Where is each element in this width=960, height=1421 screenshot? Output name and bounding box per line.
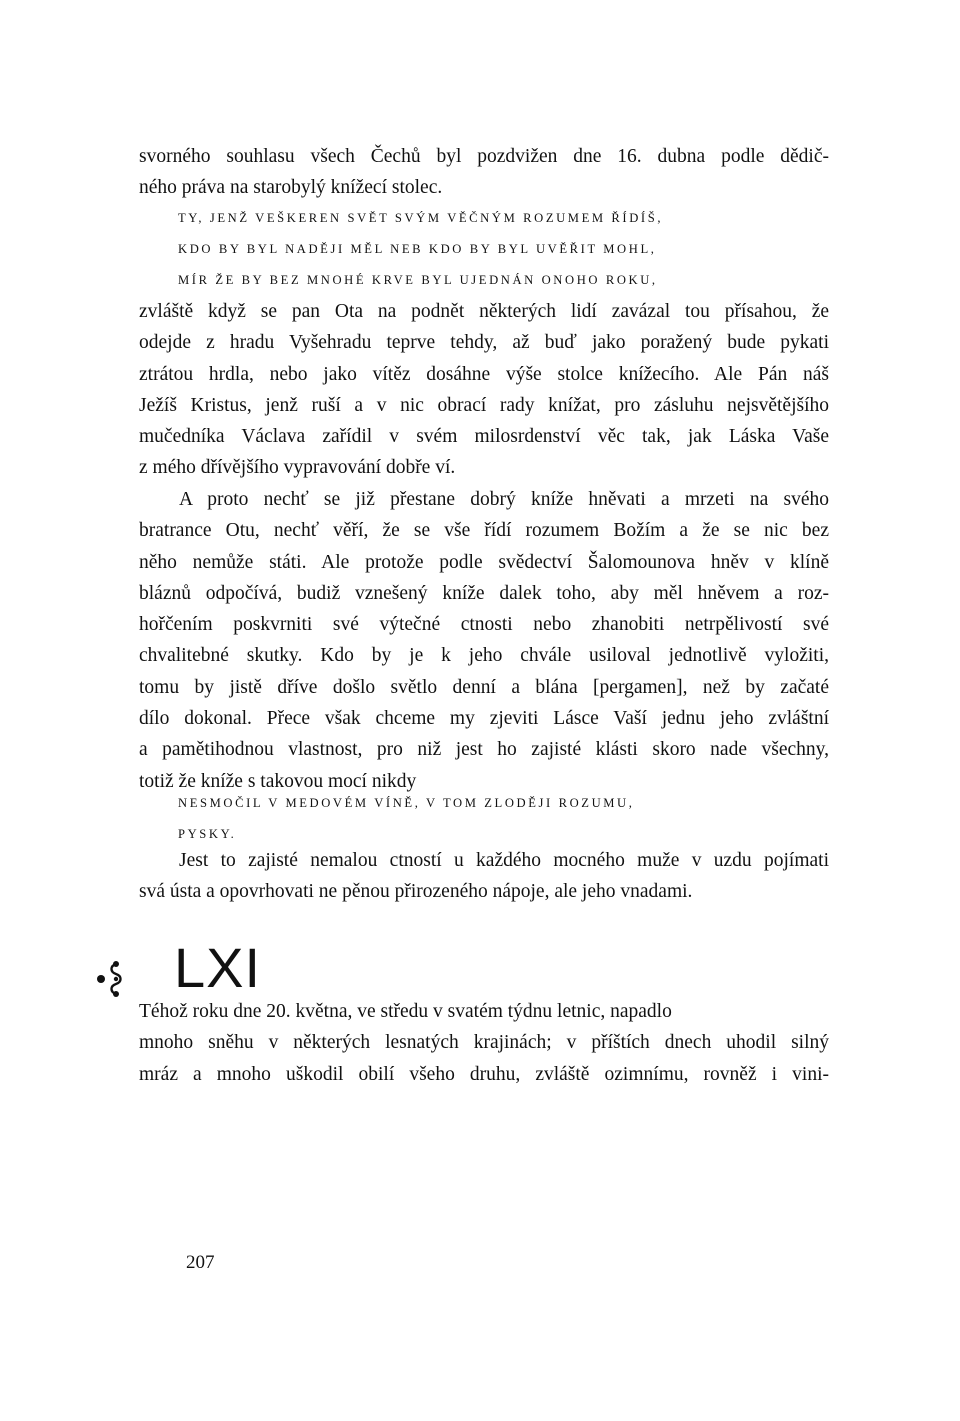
- chapter-paragraph: [139, 996, 829, 1090]
- paragraph-four: [139, 845, 829, 908]
- paragraph-three: [139, 484, 829, 797]
- verse-block-one: [178, 203, 828, 296]
- chapter-number: LXI: [174, 936, 262, 999]
- text-line: dílo dokonal. Přece však chceme my zjeviti Lásce Vaší jednu jeho zvláštní: [139, 708, 829, 730]
- text-line: ného práva na starobylý knížecí stolec.: [139, 177, 443, 199]
- verse-line: TY, JENŽ VEŠKEREN SVĚT SVÝM VĚČNÝM ROZUMEM ŘÍDÍŠ,: [178, 211, 664, 225]
- text-line: totiž že kníže s takovou mocí nikdy: [139, 770, 417, 792]
- text-line: z mého dřívějšího vypravování dobře ví.: [139, 457, 456, 479]
- text-line: mučedníka Václava zařídil v svém milosrdenství věc tak, jak Láska Vaše: [139, 426, 829, 448]
- text-line: něho nemůže státi. Ale protože podle svědectví Šalomounova hněv v klíně: [139, 551, 829, 573]
- verse-block-two: [178, 788, 828, 850]
- fleuron-ornament-icon: [96, 960, 126, 1000]
- text-line: mnoho sněhu v některých lesnatých krajinách; v příštích dnech uhodil silný: [139, 1032, 829, 1054]
- verse-line: NESMOČIL V MEDOVÉM VÍNĚ, V TOM ZLODĚJI ROZUMU,: [178, 796, 635, 810]
- text-line: Jest to zajisté nemalou ctností u každého mocného muže v uzdu pojímati: [179, 850, 829, 871]
- text-line: chvalitebné skutky. Kdo by je k jeho chvále usiloval jednotlivě vyložiti,: [139, 645, 829, 667]
- text-line: odejde z hradu Vyšehradu teprve tehdy, až buď jako poražený bude pykati: [139, 332, 829, 354]
- text-line: Téhož roku dne 20. května, ve středu v svatém týdnu letnic, napadlo: [139, 1001, 672, 1022]
- paragraph-two: [139, 296, 829, 484]
- text-line: Ježíš Kristus, jenž ruší a v nic obrací rady knížat, pro zásluhu nejsvětějšího: [139, 394, 829, 416]
- text-line: ztrátou hrdla, nebo jako vítěz dosáhne výše stolce knížecího. Ale Pán náš: [139, 363, 829, 385]
- text-line: a pamětihodnou vlastnost, pro niž jest ho zajisté klásti skoro nade všechny,: [139, 739, 829, 761]
- text-line: svá ústa a opovrhovati ne pěnou přirozeného nápoje, ale jeho vnadami.: [139, 881, 693, 903]
- verse-line: PYSKY.: [178, 827, 237, 841]
- text-line: A proto nechť se již přestane dobrý kníže hněvati a mrzeti na svého: [179, 489, 829, 510]
- verse-line: KDO BY BYL NADĚJI MĚL NEB KDO BY BYL UVĚŘIT MOHL,: [178, 242, 657, 256]
- text-line: svorného souhlasu všech Čechů byl pozdvižen dne 16. dubna podle dědič-: [139, 146, 829, 167]
- text-line: hořčením poskvrniti své výtečné ctnosti nebo zhanobiti netrpělivostí své: [139, 614, 829, 636]
- verse-line: MÍR ŽE BY BEZ MNOHÉ KRVE BYL UJEDNÁN ONOHO ROKU,: [178, 273, 658, 287]
- text-line: mráz a mnoho uškodil obilí všeho druhu, zvláště ozimnímu, rovněž i vini-: [139, 1063, 829, 1085]
- top-paragraph: [139, 141, 829, 204]
- page-number: 207: [186, 1252, 215, 1273]
- text-line: bláznů odpočívá, budiž vznešený kníže dalek toho, aby měl hněvem a roz-: [139, 582, 829, 604]
- text-line: bratrance Otu, nechť věří, že se vše řídí rozumem Božím a že se nic bez: [139, 520, 829, 542]
- text-line: tomu by jistě dříve došlo světlo denní a blána [pergamen], než by začaté: [139, 676, 829, 698]
- text-line: zvláště když se pan Ota na podnět některých lidí zavázal tou přísahou, že: [139, 301, 829, 322]
